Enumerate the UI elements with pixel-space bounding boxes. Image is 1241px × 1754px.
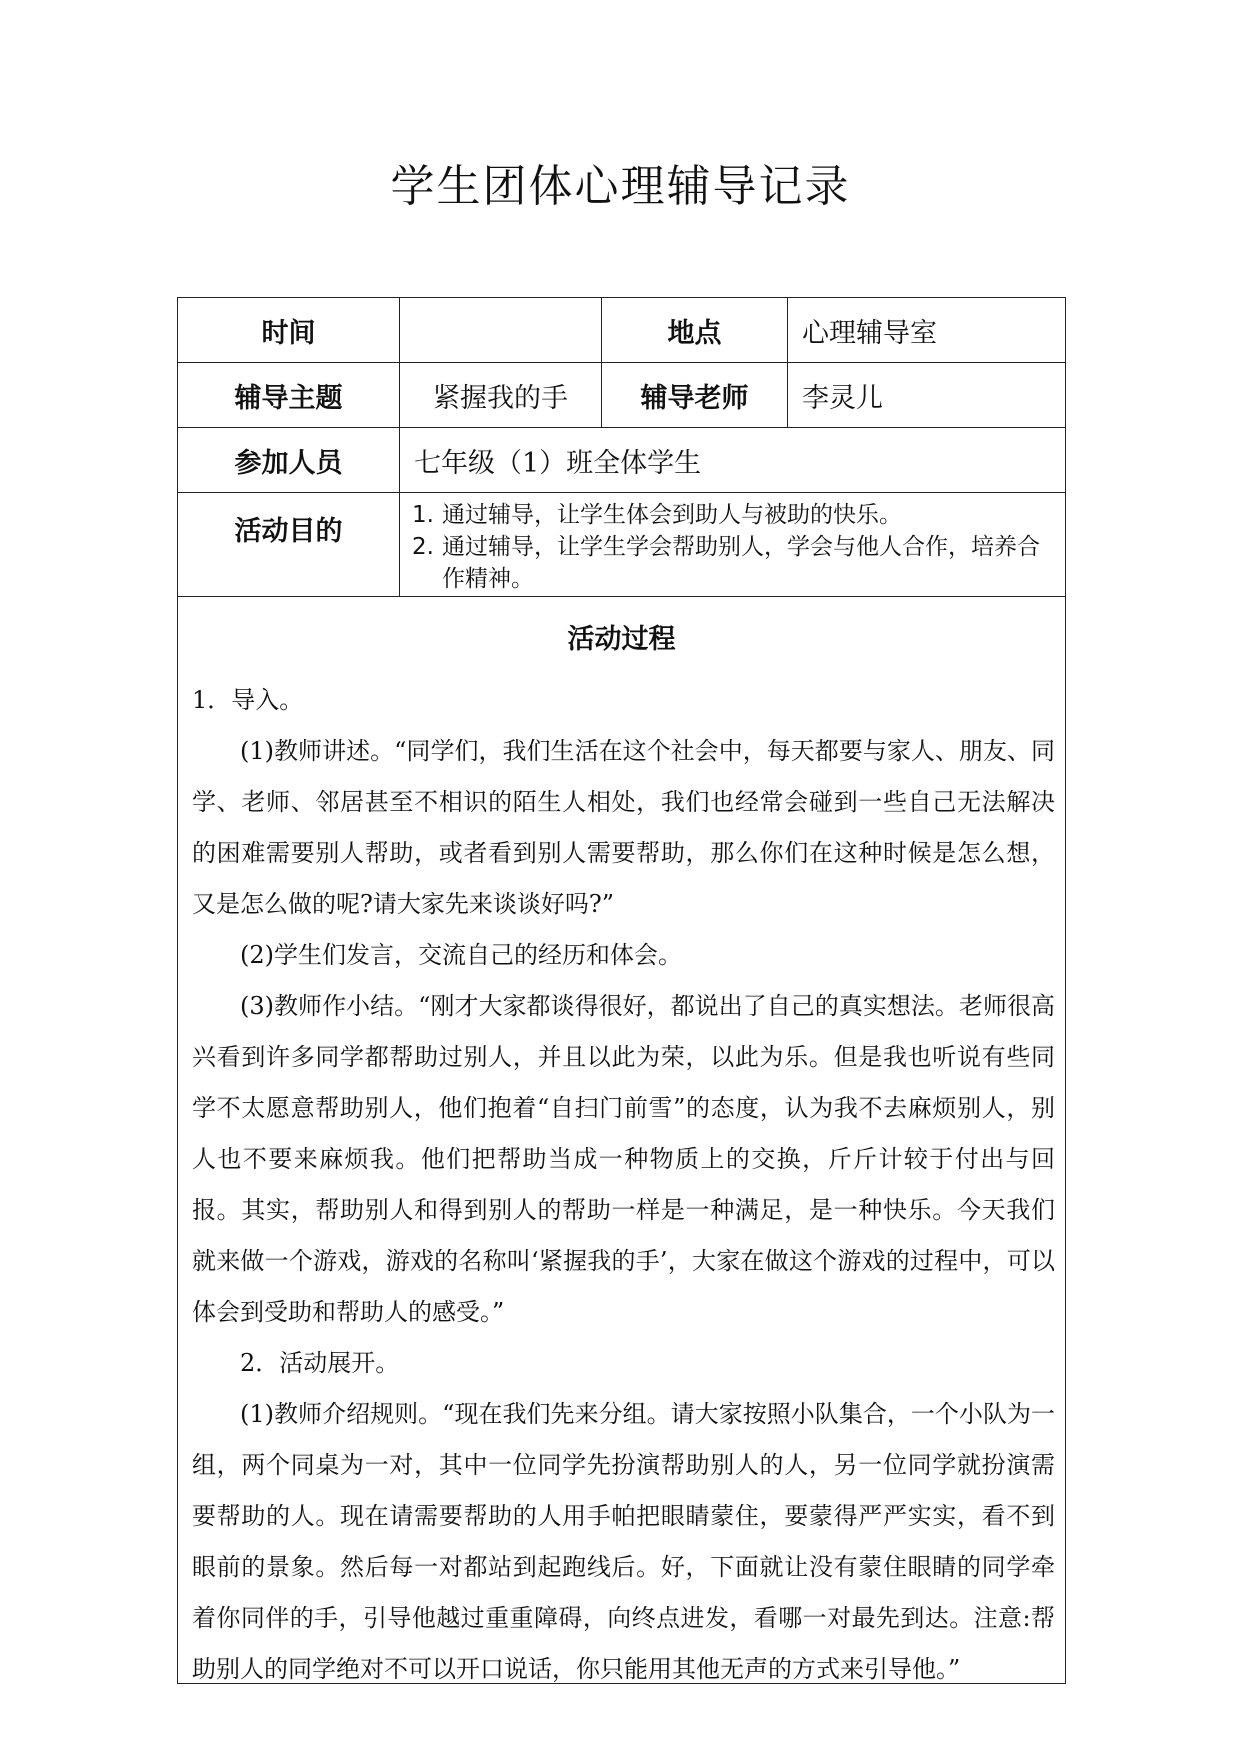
- process-body: [192, 675, 1055, 1695]
- goal-number: 2.: [412, 534, 434, 560]
- participants-label: 参加人员: [178, 428, 400, 492]
- process-paragraph: 1．导入。: [192, 686, 304, 714]
- process-title: 活动过程: [567, 624, 676, 655]
- teacher-value: 李灵儿: [802, 382, 883, 414]
- participants-value: 七年级（1）班全体学生: [414, 447, 702, 479]
- process-paragraph: (3)教师作小结。“刚才大家都谈得很好，都说出了自己的真实想法。老师很高兴看到许多同学都帮助过别人，并且以此为荣，以此为乐。但是我也听说有些同学不太愿意帮助别人，他们抱着“自扫门前雪”的态度，认为我不去麻烦别人，别人也不要来麻烦我。他们把帮助当成一种物质上的交换，斤斤计较于付出与回报。其实，帮助别人和得到别人的帮助一样是一种满足，是一种快乐。今天我们就来做一个游戏，游戏的名称叫‘紧握我的手’，大家在做这个游戏的过程中，可以体会到受助和帮助人的感受。”: [192, 992, 1055, 1326]
- goal-number: 1.: [412, 502, 434, 528]
- goal-item: [400, 531, 1051, 595]
- page-title: 学生团体心理辅导记录: [390, 161, 851, 212]
- goal-text: 通过辅导，让学生学会帮助别人，学会与他人合作，培养合作精神。: [442, 534, 1040, 592]
- row-time-place: [178, 298, 1065, 363]
- process-paragraph: (2)学生们发言，交流自己的经历和体会。: [240, 941, 682, 969]
- time-label: 时间: [178, 298, 400, 362]
- row-participants: [178, 428, 1065, 493]
- row-theme-teacher: [178, 363, 1065, 428]
- place-label: 地点: [602, 298, 788, 362]
- record-form: [177, 297, 1066, 1684]
- theme-value: 紧握我的手: [400, 363, 602, 427]
- teacher-label: 辅导老师: [602, 363, 788, 427]
- goal-label: 活动目的: [178, 493, 400, 596]
- theme-label: 辅导主题: [178, 363, 400, 427]
- goal-item: [400, 499, 1051, 531]
- process-section: [178, 597, 1065, 1685]
- time-value: [400, 298, 602, 362]
- process-paragraph: 2．活动展开。: [240, 1349, 400, 1377]
- row-goals: [178, 493, 1065, 597]
- place-value: 心理辅导室: [802, 317, 937, 349]
- goal-list: [400, 493, 1065, 596]
- process-paragraph: (1)教师介绍规则。“现在我们先来分组。请大家按照小队集合，一个小队为一组，两个同桌为一对，其中一位同学先扮演帮助别人的人，另一位同学就扮演需要帮助的人。现在请需要帮助的人用手帕把眼睛蒙住，要蒙得严严实实，看不到眼前的景象。然后每一对都站到起跑线后。好，下面就让没有蒙住眼睛的同学牵着你同伴的手，引导他越过重重障碍，向终点进发，看哪一对最先到达。注意:帮助别人的同学绝对不可以开口说话，你只能用其他无声的方式来引导他。”: [192, 1400, 1055, 1683]
- process-paragraph: (1)教师讲述。“同学们，我们生活在这个社会中，每天都要与家人、朋友、同学、老师、邻居甚至不相识的陌生人相处，我们也经常会碰到一些自己无法解决的困难需要别人帮助，或者看到别人需要帮助，那么你们在这种时候是怎么想，又是怎么做的呢?请大家先来谈谈好吗?”: [192, 737, 1055, 918]
- goal-text: 通过辅导，让学生体会到助人与被助的快乐。: [442, 502, 902, 528]
